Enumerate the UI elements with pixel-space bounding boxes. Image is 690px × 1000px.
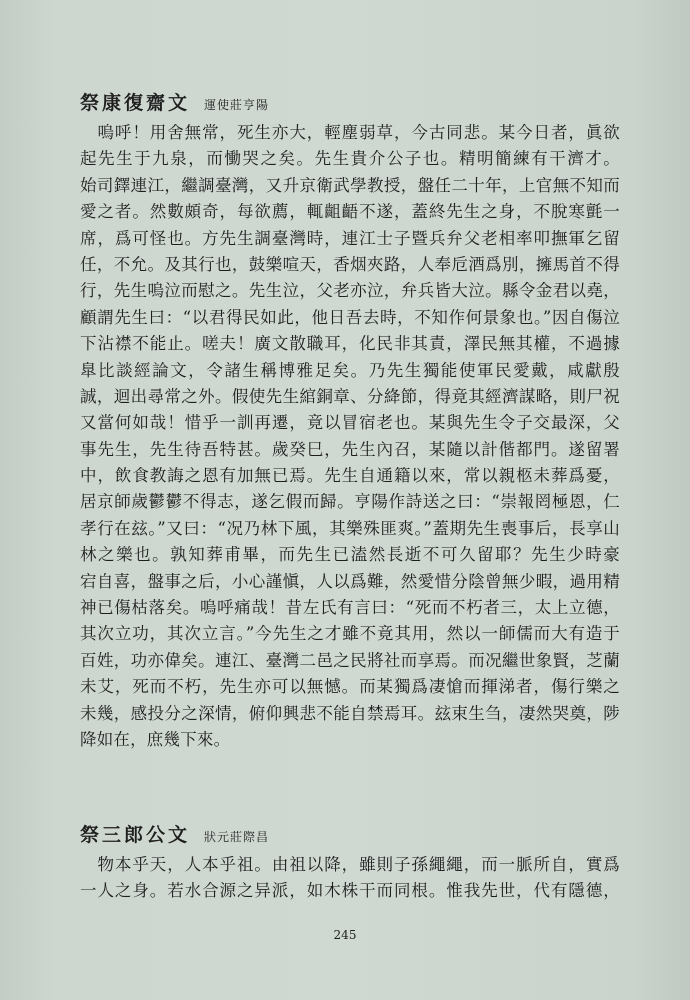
text-line: 神已傷枯落矣。嗚呼痛哉！昔左氏有言曰：“死而不朽者三，太上立德， <box>80 598 620 618</box>
text-line: 林之樂也。孰知葬甫畢，而先生已溘然長逝不可久留耶？先生少時豪 <box>80 545 620 565</box>
page-number: 245 <box>333 928 357 942</box>
eulogy-section-sanlang <box>80 820 620 905</box>
text-line: 顧謂先生曰：“以君得民如此，他日吾去時，不知作何景象也。”因自傷泣 <box>80 307 620 327</box>
section-author: 運使莊亨陽 <box>204 98 270 112</box>
section-title: 祭康復齋文 <box>80 92 191 114</box>
text-line: 任，不允。及其行也，鼓樂喧天，香烟夾路，人奉卮酒爲別，擁馬首不得 <box>80 254 620 274</box>
text-line: 事先生，先生待吾特甚。歲癸巳，先生內召，某隨以計偕都門。遂留署 <box>80 439 620 459</box>
text-line: 嗚呼！用舍無常，死生亦大，輕塵弱草，今古同悲。某今日者，眞欲 <box>80 123 620 142</box>
text-line: 臯比談經論文，令諸生稱博雅足矣。乃先生獨能使軍民愛戴，咸獻殷 <box>80 360 620 380</box>
text-line: 孝行在玆。”又曰：“况乃林下風，其樂殊匪爽。”蓋期先生喪事后，長享山 <box>80 518 620 538</box>
text-line: 居京師歲鬱鬱不得志，遂乞假而歸。亨陽作詩送之曰：“崇報罔極恩，仁 <box>80 492 620 512</box>
section-title: 祭三郎公文 <box>80 824 191 846</box>
text-line: 始司鐸連江，繼調臺灣，又升京衛武學教授，盤任二十年，上官無不知而 <box>80 175 620 195</box>
text-line: 中，飲食教誨之恩有加無已焉。先生自通籍以來，常以親柩未葬爲憂， <box>80 466 620 486</box>
section-body <box>80 120 620 753</box>
text-line: 百姓，功亦偉矣。連江、臺灣二邑之民將社而享焉。而况繼世象賢，芝蘭 <box>80 650 620 670</box>
text-line: 物本乎天，人本乎祖。由祖以降，雖則子孫繩繩，而一脈所自，實爲 <box>80 855 620 874</box>
text-line: 一人之身。若水合源之异派，如木株干而同根。惟我先世，代有隱德， <box>80 881 620 901</box>
text-line: 又當何如哉！惜乎一訓再遷，竟以冒宿老也。某與先生令子交最深，父 <box>80 413 620 433</box>
eulogy-section-kang-fuzhai <box>80 88 620 753</box>
section-heading <box>80 88 620 118</box>
section-body <box>80 852 620 905</box>
text-line: 行，先生嗚泣而慰之。先生泣，父老亦泣，弁兵皆大泣。縣令金君以堯， <box>80 281 620 301</box>
text-line: 席，爲可怪也。方先生調臺灣時，連江士子暨兵弁父老相率叩撫軍乞留 <box>80 228 620 248</box>
text-line: 宕自喜，盤事之后，小心謹愼，人以爲難，然愛惜分陰曾無少暇，過用精 <box>80 571 620 591</box>
text-line: 未幾，感投分之深情，俯仰興悲不能自禁焉耳。玆束生刍，凄然哭奠，陟 <box>80 703 620 723</box>
text-line: 降如在，庶幾下來。 <box>80 729 231 749</box>
text-line: 其次立功，其次立言。”今先生之才雖不竟其用，然以一師儒而大有造于 <box>80 624 620 644</box>
text-line: 起先生于九泉，而慟哭之矣。先生貴介公子也。精明簡練有干濟才。 <box>80 149 620 169</box>
section-heading <box>80 820 620 850</box>
text-line: 誠，迴出尋常之外。假使先生綰銅章、分絳節，得竟其經濟謀略，則尸祝 <box>80 386 620 406</box>
text-line: 未艾，死而不朽，先生亦可以無憾。而某獨爲凄愴而揮涕者，傷行樂之 <box>80 677 620 697</box>
text-line: 下沾襟不能止。嗟夫！廣文散職耳，化民非其責，澤民無其權，不過據 <box>80 334 620 354</box>
text-line: 愛之者。然數頗奇，每欲薦，輒齟齬不遂，蓋終先生之身，不脫寒氈一 <box>80 202 620 222</box>
section-author: 狀元莊際昌 <box>204 830 270 844</box>
